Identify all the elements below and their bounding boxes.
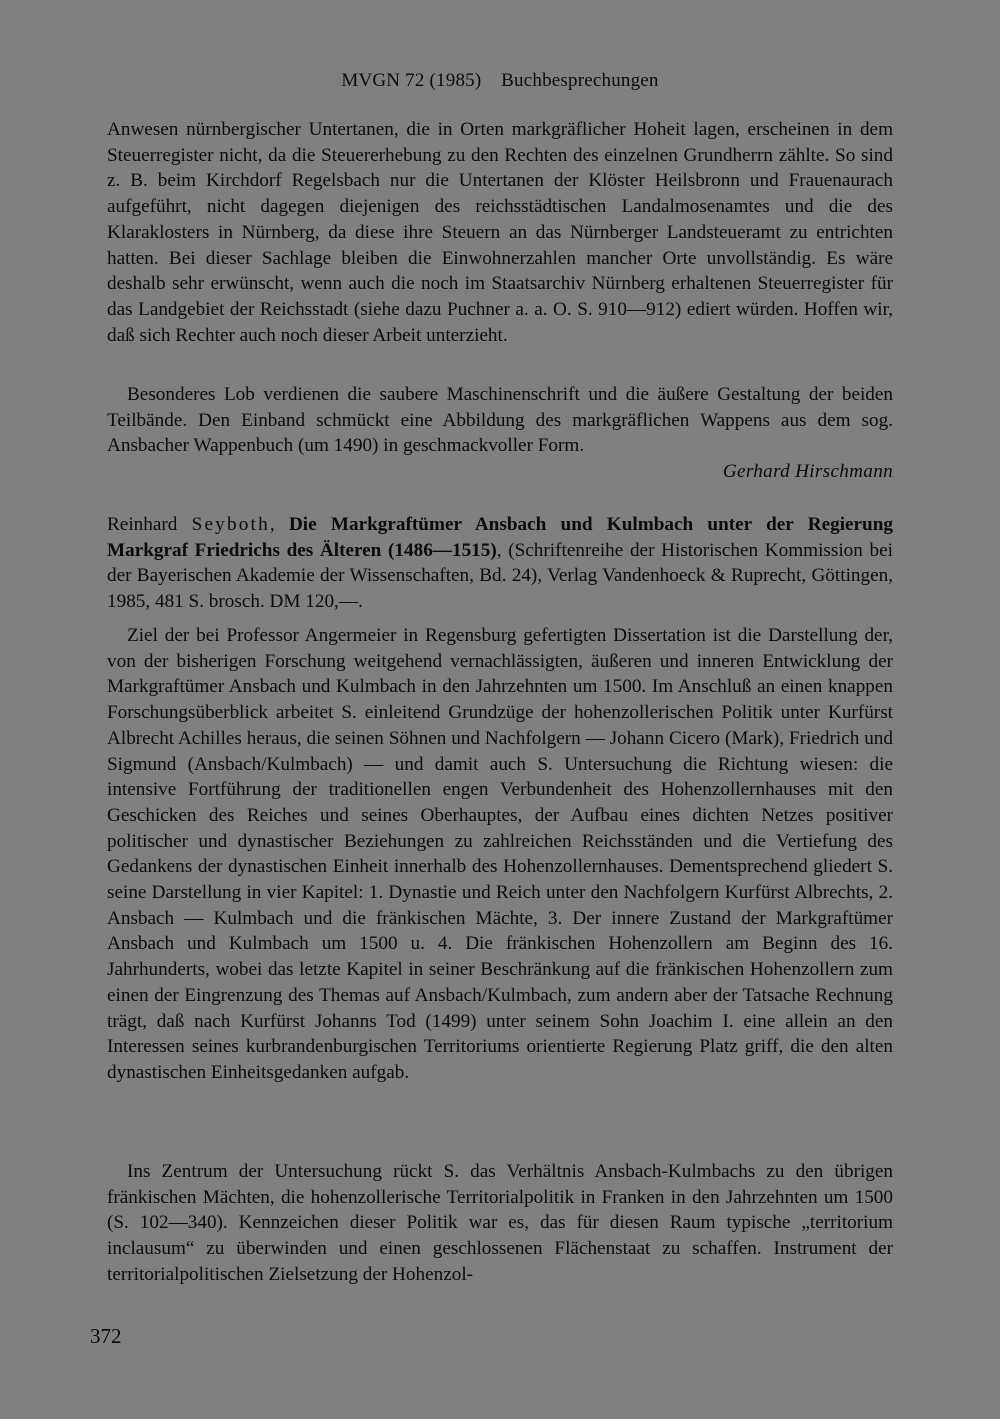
review2-paragraph-2: Ins Zentrum der Untersuchung rückt S. das Verhältnis Ansbach-Kulmbachs zu den übrigen fränkischen Mächten, die hohenzollerische Territorialpolitik in Franken in den Jahrzehnten um 1500 (S. 102—340). Kennzeichen dieser Politik war es, das für diesen Raum typische „territorium inclausum“ zu überwinden und einen geschlossenen Flächenstaat zu schaffen. Instrument der territorialpolitischen Zielsetzung der Hohenzol- (107, 1161, 893, 1285)
running-head: MVGN 72 (1985) Buchbesprechungen (341, 70, 659, 91)
review2-bibliographic-entry (107, 512, 893, 615)
reviewer-signature: Gerhard Hirschmann (722, 461, 893, 483)
review1-text-block (107, 117, 893, 348)
page-number: 372 (90, 1324, 122, 1348)
review1-paragraph-1: Anwesen nürnbergischer Untertanen, die in Orten markgräflicher Hoheit lagen, erscheinen in dem Steuerregister nicht, da die Steuererhebung zu den Rechten des einzelnen Grundherrn zählte. So sind z. B. beim Kirchdorf Regelsbach nur die Untertanen der Klöster Heilsbronn und Frauenaurach aufgeführt, nicht dagegen diejenigen des reichsstädtischen Landalmosenamtes und die des Klaraklosters in Nürnberg, da diese ihre Steuern an das Nürnberger Landsteueramt zu entrichten hatten. Bei dieser Sachlage bleiben die Einwohnerzahlen mancher Orte unvollständig. Es wäre deshalb sehr erwünscht, wenn auch die noch im Staatsarchiv Nürnberg erhaltenen Steuerregister für das Landgebiet der Reichsstadt (siehe dazu Puchner a. a. O. S. 910—912) ediert würden. Hoffen wir, daß sich Rechter auch noch dieser Arbeit unterzieht. (107, 119, 893, 346)
author-last-name: Seyboth (191, 514, 270, 535)
review2-body-block (107, 623, 893, 1086)
author-first-name: Reinhard (107, 514, 192, 535)
review1-paragraph-2: Besonderes Lob verdienen die saubere Maschinenschrift und die äußere Gestaltung der beiden Teilbände. Den Einband schmückt eine Abbildung des markgräflichen Wappens aus dem sog. Ansbacher Wappenbuch (um 1490) in geschmackvoller Form. (107, 384, 893, 457)
book-details: , (Schriftenreihe der Historischen Kommission bei der Bayerischen Akademie der Wissenschaften, Bd. 24), Verlag Vandenhoeck & Ruprecht, Göttingen, 1985, 481 S. brosch. DM 120,—. (107, 539, 893, 613)
review1-closing-block (107, 382, 893, 485)
review2-continuation-block (107, 1159, 893, 1288)
review2-citation (107, 512, 893, 615)
author-separator: , (269, 514, 289, 535)
book-title: Die Markgraftümer Ansbach und Kulmbach unter der Regierung Markgraf Friedrichs des Älteren (1486—1515) (107, 514, 893, 561)
review2-paragraph-1: Ziel der bei Professor Angermeier in Regensburg gefertigten Dissertation ist die Darstellung der, von der bisherigen Forschung weitgehend vernachlässigten, äußeren und inneren Entwicklung der Markgraftümer Ansbach und Kulmbach in den Jahrzehnten um 1500. Im Anschluß an einen knappen Forschungsüberblick arbeitet S. einleitend Grundzüge der hohenzollerischen Politik unter Kurfürst Albrecht Achilles heraus, die seinen Söhnen und Nachfolgern — Johann Cicero (Mark), Friedrich und Sigmund (Ansbach/Kulmbach) — und damit auch S. Untersuchung die Richtung wiesen: die intensive Fortführung der traditionellen engen Verbundenheit des Hohenzollernhauses mit den Geschicken des Reiches und seines Oberhauptes, der Aufbau eines dichten Netzes positiver politischer und dynastischer Beziehungen zu zahlreichen Reichsständen und die Vertiefung des Gedankens der dynastischen Einheit innerhalb des Hohenzollernhauses. Dementsprechend gliedert S. seine Darstellung in vier Kapitel: 1. Dynastie und Reich unter den Nachfolgern Kurfürst Albrechts, 2. Ansbach — Kulmbach und die fränkischen Mächte, 3. Der innere Zustand der Markgraftümer Ansbach und Kulmbach um 1500 u. 4. Die fränkischen Hohenzollern am Beginn des 16. Jahrhunderts, wobei das letzte Kapitel in seiner Beschränkung auf die fränkischen Hohenzollern zum einen der Eingrenzung des Themas auf Ansbach/Kulmbach, zum andern aber der Tatsache Rechnung trägt, daß nach Kurfürst Johanns Tod (1499) unter seinem Sohn Joachim I. eine allein an den Interessen seines kurbrandenburgischen Territoriums orientierte Regierung Platz griff, die den alten dynastischen Einheitsgedanken aufgab. (107, 625, 893, 1083)
